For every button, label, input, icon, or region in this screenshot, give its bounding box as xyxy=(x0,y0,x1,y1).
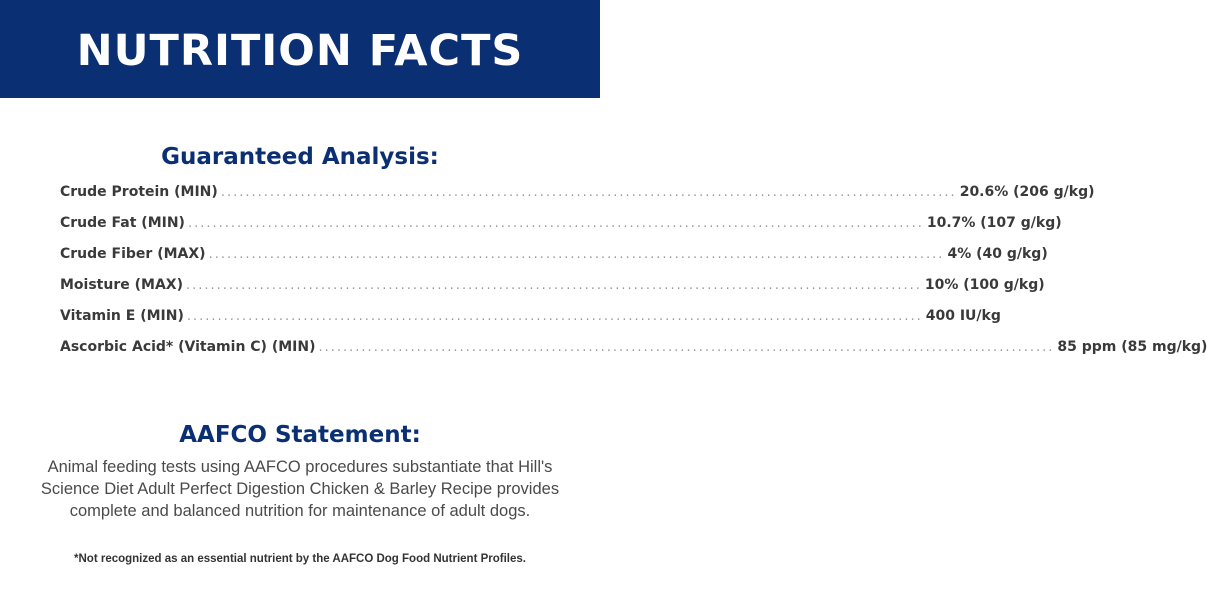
analysis-label: Crude Protein (MIN) xyxy=(60,184,218,200)
dot-leader: ........................................................................................................................ xyxy=(208,247,945,262)
analysis-value: 4% (40 g/kg) xyxy=(947,246,1048,262)
analysis-value: 20.6% (206 g/kg) xyxy=(959,184,1095,200)
analysis-row-vitamin-e xyxy=(60,308,1001,339)
dot-leader: ........................................................................................................................ xyxy=(220,185,957,200)
dot-leader: ........................................................................................................................ xyxy=(187,216,924,231)
aafco-statement-heading: AAFCO Statement: xyxy=(179,422,421,448)
analysis-label: Crude Fiber (MAX) xyxy=(60,246,206,262)
dot-leader: ........................................................................................................................ xyxy=(185,278,922,293)
analysis-row-ascorbic-acid xyxy=(60,339,1207,370)
analysis-label: Vitamin E (MIN) xyxy=(60,308,184,324)
analysis-value: 10.7% (107 g/kg) xyxy=(926,215,1062,231)
guaranteed-analysis-table xyxy=(60,184,1207,370)
aafco-statement-text: Animal feeding tests using AAFCO procedures substantiate that Hill's Science Diet Adult Perfect Digestion Chicken & Barley Recipe provides complete and balanced nutrition for maintenance of adult dogs. xyxy=(40,458,560,520)
analysis-value: 85 ppm (85 mg/kg) xyxy=(1057,339,1207,355)
dot-leader: ........................................................................................................................ xyxy=(318,340,1055,355)
analysis-label: Crude Fat (MIN) xyxy=(60,215,185,231)
page-title: NUTRITION FACTS xyxy=(76,25,524,76)
analysis-value: 400 IU/kg xyxy=(925,308,1001,324)
analysis-label: Ascorbic Acid* (Vitamin C) (MIN) xyxy=(60,339,316,355)
header-banner xyxy=(0,0,600,98)
analysis-row-crude-protein xyxy=(60,184,1095,215)
analysis-value: 10% (100 g/kg) xyxy=(924,277,1045,293)
analysis-row-moisture xyxy=(60,277,1045,308)
analysis-row-crude-fiber xyxy=(60,246,1048,277)
dot-leader: ........................................................................................................................ xyxy=(186,309,923,324)
analysis-label: Moisture (MAX) xyxy=(60,277,183,293)
analysis-row-crude-fat xyxy=(60,215,1062,246)
footnote: *Not recognized as an essential nutrient by the AAFCO Dog Food Nutrient Profiles. xyxy=(74,553,526,565)
guaranteed-analysis-heading: Guaranteed Analysis: xyxy=(161,144,439,170)
